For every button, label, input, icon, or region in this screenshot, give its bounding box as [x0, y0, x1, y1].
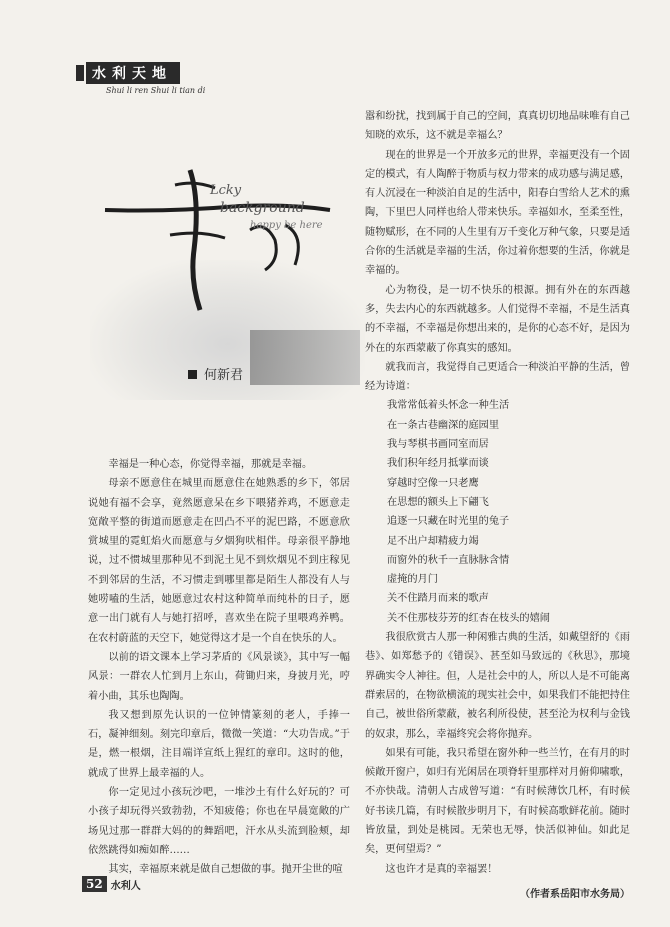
calligraphy-title-graphic — [90, 140, 365, 320]
column-marker — [76, 65, 84, 81]
paragraph: 就我而言，我觉得自己更适合一种淡泊平静的生活，曾经为诗道： — [365, 361, 630, 393]
poem-line: 我与琴棋书画同室而居 — [387, 439, 489, 451]
hero-illustration — [90, 140, 365, 400]
author-square-icon — [188, 370, 197, 379]
page-number: 52 — [82, 876, 107, 892]
paragraph: 以前的语文课本上学习茅盾的《风景谈》，其中写一幅风景：一群农人忙到月上东山，荷锄归来，身披月光，哼着小曲，其乐也陶陶。 — [88, 651, 350, 702]
poem-line: 关不住那枝芬芳的红杏在枝头的嬉闹 — [387, 612, 550, 624]
left-column-text — [88, 455, 350, 880]
column-title-block — [76, 62, 205, 84]
grey-block-decoration — [250, 330, 360, 385]
right-column-text — [365, 107, 630, 904]
poem-line: 我常常低着头怀念一种生活 — [387, 400, 510, 412]
hero-english-1: Lcky — [210, 183, 242, 198]
poem-line: 虚掩的月门 — [387, 574, 438, 586]
paragraph: 幸福是一种心态，你觉得幸福，那就是幸福。 — [108, 459, 313, 470]
paragraph: 这也许才是真的幸福罢！ — [385, 863, 498, 875]
author-name: 何新君 — [204, 368, 244, 383]
poem — [365, 396, 630, 628]
hero-english-2: background — [220, 200, 305, 216]
paragraph: 嚣和纷扰，找到属于自己的空间，真真切切地品味唯有自己知晓的欢乐，这不就是幸福么？ — [365, 111, 630, 142]
column-title: 水利天地 — [86, 62, 180, 84]
paragraph: 你一定见过小孩玩沙吧，一堆沙土有什么好玩的？可小孩子却玩得兴致勃勃，不知疲倦；你也在早晨宽敞的广场见过那一群群大妈的的舞蹈吧，汗水从头流到脸颊，却依然跳得如痴如醉…… — [88, 787, 350, 856]
poem-line: 而窗外的秋千一直脉脉含情 — [387, 554, 510, 566]
paragraph: 现在的世界是一个开放多元的世界，幸福更没有一个固定的模式，有人陶醉于物质与权力带来的成功感与满足感，有人沉浸在一种淡泊自足的生活中，阳春白雪给人艺术的熏陶，下里巴人同样也给人带来快乐。幸福如水，至柔至性，随物赋形，在不同的人生里有万千变化万种气象，只要是适合你的生活就是幸福的生活，你过着你想要的生活，你就是幸福的。 — [365, 149, 630, 277]
magazine-name: 水利人 — [110, 880, 141, 892]
paragraph: 其实，幸福原来就是做自己想做的事。抛开尘世的喧 — [108, 864, 343, 876]
hero-english-3: happy be here — [250, 220, 323, 231]
column-pinyin: Shui li ren Shui li tian di — [106, 86, 206, 95]
paragraph: 我很欣赏古人那一种闲雅古典的生活，如戴望舒的《雨巷》、如郑愁予的《错误》、甚至如马致远的《秋思》，那境界确实令人神往。但，人是社会中的人，所以人是不可能离群索居的，在物欲横流的现实社会中，如果我们不能把持住自己，被世俗所蒙蔽，被名利所役使，甚至沦为权利与金钱的奴隶，那么，幸福终究会将你抛弃。 — [365, 632, 630, 740]
column-header — [76, 62, 205, 95]
poem-line: 在一条古巷幽深的庭园里 — [387, 419, 500, 431]
poem-line: 穿越时空像一只老鹰 — [387, 477, 479, 489]
poem-line: 在思想的额头上下翩飞 — [387, 496, 489, 508]
author-affiliation: （作者系岳阳市水务局） — [520, 888, 630, 900]
paragraph: 我又想到原先认识的一位钟情篆刻的老人，手捧一石，凝神细刻。刻完印章后，微微一笑道：“大功告成。”于是，燃一根烟，注目端详宣纸上猩红的章印。这时的他，就成了世界上最幸福的人。 — [88, 709, 350, 779]
poem-line: 关不住踏月而来的歌声 — [387, 593, 489, 605]
paragraph: 如果有可能，我只希望在窗外种一些兰竹，在有月的时候敞开窗户，如归有光闲居在项脊轩里那样对月俯仰啸歌，不亦快哉。清朝人古成曾写道：“有时候薄饮几杯，有时候好书读几篇，有时候散步明月下，有时候高歌鲜花前。随时皆放量，到处是桃园。无荣也无辱，快活似神仙。如此足矣，更何望焉？” — [365, 747, 630, 856]
poem-line: 我们积年经月抵掌而谈 — [387, 458, 489, 470]
author-line — [188, 364, 243, 383]
paragraph: 母亲不愿意住在城里而愿意住在她熟悉的乡下，邻居说她有福不会享，竟然愿意呆在乡下喂猪养鸡，不愿意走宽敞平整的街道而愿意走在凹凸不平的泥巴路，不愿意欣赏城里的霓虹焰火而愿意与夕烟狗吠相伴。母亲很平静地说，过不惯城里那种见不到泥土见不到炊烟见不到庄稼见不到邻居的生活，不习惯走到哪里都是陌生人都没有人与她唠嗑的生活，她愿意过农村这种简单而纯朴的日子，愿意一出门就有人与她打招呼，喜欢坐在院子里喂鸡养鸭。在农村蔚蓝的天空下，她觉得这才是一个自在快乐的人。 — [88, 478, 350, 644]
poem-line: 追逐一只藏在时光里的兔子 — [387, 516, 510, 528]
poem-line: 足不出户却精疲力竭 — [387, 535, 479, 547]
paragraph: 心为物役，是一切不快乐的根源。拥有外在的东西越多，失去内心的东西就越多。人们觉得不幸福，不是生活真的不幸福，不幸福是你想出来的，是你的心态不好，是因为外在的东西蒙蔽了你真实的感知。 — [365, 284, 630, 354]
page-footer — [82, 876, 141, 892]
